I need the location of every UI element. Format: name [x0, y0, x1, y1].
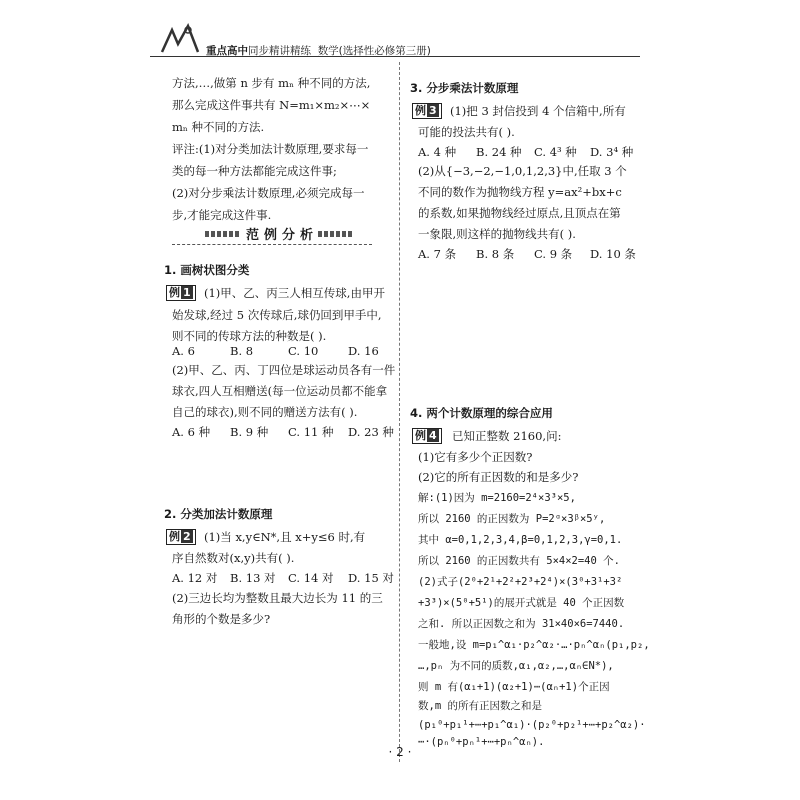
solution-line: 其中 α=0,1,2,3,4,β=0,1,2,3,γ=0,1.	[418, 534, 623, 546]
question-line: 始发球,经过 5 次传球后,球仍回到甲手中,	[172, 308, 382, 322]
option-d: D. 15 对	[348, 571, 394, 585]
question-line: (1)它有多少个正因数?	[418, 450, 533, 464]
intro-line: mₙ 种不同的方法.	[172, 120, 265, 134]
section-heading: 4. 两个计数原理的综合应用	[410, 406, 553, 420]
comment-line: (2)对分步乘法计数原理,必须完成每一	[172, 186, 365, 200]
solution-line: …,pₙ 为不同的质数,α₁,α₂,…,αₙ∈N*),	[418, 660, 614, 672]
option-b: B. 8	[230, 344, 254, 358]
banner-rule	[172, 244, 372, 245]
question-line: 可能的投法共有( ).	[418, 125, 515, 139]
question-line: (2)从{−3,−2,−1,0,1,2,3}中,任取 3 个	[418, 164, 627, 178]
solution-line: +3³)×(5⁰+5¹)的展开式就是 40 个正因数	[418, 597, 625, 609]
option-c: C. 10	[288, 344, 319, 358]
section-heading: 1. 画树状图分类	[164, 263, 250, 277]
question-line: 则不同的传球方法的种数是( ).	[172, 329, 327, 343]
question-line: (1)当 x,y∈N*,且 x+y≤6 时,有	[204, 530, 366, 544]
question-line: 序自然数对(x,y)共有( ).	[172, 551, 295, 565]
answer-options	[172, 344, 392, 358]
option-d: D. 10 条	[590, 247, 636, 261]
answer-options	[418, 246, 638, 260]
column-divider	[399, 62, 400, 762]
question-line: 不同的数作为抛物线方程 y=ax²+bx+c	[418, 185, 622, 199]
header-series-bold: 重点高中	[206, 45, 248, 57]
question-line: 的系数,如果抛物线经过原点,且顶点在第	[418, 206, 621, 220]
comment-line: 评注:(1)对分类加法计数原理,要求每一	[172, 142, 369, 156]
option-b: B. 24 种	[476, 145, 522, 159]
option-a: A. 7 条	[418, 247, 457, 261]
intro-line: 那么完成这件事共有 N=m₁×m₂×⋯×	[172, 98, 371, 112]
option-b: B. 13 对	[230, 571, 276, 585]
option-d: D. 23 种	[348, 425, 394, 439]
section-heading: 3. 分步乘法计数原理	[410, 81, 519, 95]
question-line: 已知正整数 2160,问:	[452, 429, 562, 443]
banner-decoration-right	[318, 231, 354, 237]
example-label-text: 例	[169, 286, 180, 299]
header-subject: 数学(选择性必修第三册)	[317, 45, 431, 57]
question-line: (1)把 3 封信投到 4 个信箱中,所有	[450, 104, 626, 118]
solution-line: (p₁⁰+p₁¹+⋯+p₁^α₁)·(p₂⁰+p₂¹+⋯+p₂^α₂)·	[418, 719, 646, 731]
section-heading: 2. 分类加法计数原理	[164, 507, 273, 521]
example-label	[166, 529, 196, 545]
option-d: D. 16	[348, 344, 379, 358]
option-a: A. 6 种	[172, 425, 211, 439]
solution-line: 所以 2160 的正因数共有 5×4×2=40 个.	[418, 555, 620, 567]
option-b: B. 8 条	[476, 247, 515, 261]
header-series: 同步精讲精练	[248, 45, 311, 57]
solution-line: 所以 2160 的正因数为 P=2ᵅ×3ᵝ×5ʸ,	[418, 513, 606, 525]
question-line: 一象限,则这样的抛物线共有( ).	[418, 227, 576, 241]
question-line: (1)甲、乙、丙三人相互传球,由甲开	[204, 286, 385, 300]
banner-decoration-left	[205, 231, 241, 237]
comment-line: 步,才能完成这件事.	[172, 208, 272, 222]
example-label	[412, 103, 442, 119]
answer-options	[418, 144, 638, 158]
example-number: 3	[429, 104, 437, 117]
option-c: C. 11 种	[288, 425, 334, 439]
header-rule	[150, 56, 640, 57]
solution-line: 之和. 所以正因数之和为 31×40×6=7440.	[418, 618, 625, 630]
option-a: A. 6	[172, 344, 195, 358]
option-a: A. 12 对	[172, 571, 218, 585]
example-label	[412, 428, 442, 444]
example-number: 4	[429, 429, 437, 442]
comment-line: 类的每一种方法都能完成这件事;	[172, 164, 337, 178]
banner-title: 范例分析	[246, 228, 319, 243]
example-label	[166, 285, 196, 301]
question-line: 角形的个数是多少?	[172, 612, 271, 626]
intro-line: 方法,…,做第 n 步有 mₙ 种不同的方法,	[172, 76, 371, 90]
question-line: 自己的球衣),则不同的赠送方法有( ).	[172, 405, 358, 419]
page-number: · 2 ·	[388, 745, 412, 759]
solution-line: 一般地,设 m=p₁^α₁·p₂^α₂·…·pₙ^αₙ(p₁,p₂,	[418, 639, 650, 651]
solution-line: 则 m 有(α₁+1)(α₂+1)⋯(αₙ+1)个正因	[418, 681, 610, 693]
question-line: (2)三边长均为整数且最大边长为 11 的三	[172, 591, 383, 605]
solution-line: ⋯·(pₙ⁰+pₙ¹+⋯+pₙ^αₙ).	[418, 736, 545, 748]
solution-line: 解:(1)因为 m=2160=2⁴×3³×5,	[418, 492, 576, 504]
question-line: (2)甲、乙、丙、丁四位是球运动员各有一件	[172, 363, 396, 377]
example-number: 2	[183, 530, 191, 543]
example-label-text: 例	[169, 530, 180, 543]
option-b: B. 9 种	[230, 425, 269, 439]
solution-line: 数,m 的所有正因数之和是	[418, 700, 542, 712]
option-a: A. 4 种	[418, 145, 457, 159]
question-line: (2)它的所有正因数的和是多少?	[418, 470, 579, 484]
option-c: C. 4³ 种	[534, 145, 577, 159]
example-label-text: 例	[415, 429, 426, 442]
example-label-text: 例	[415, 104, 426, 117]
option-c: C. 14 对	[288, 571, 334, 585]
example-number: 1	[183, 286, 191, 299]
option-d: D. 3⁴ 种	[590, 145, 634, 159]
question-line: 球衣,四人互相赠送(每一位运动员都不能拿	[172, 384, 388, 398]
answer-options	[172, 424, 392, 438]
answer-options	[172, 570, 392, 584]
option-c: C. 9 条	[534, 247, 573, 261]
logo-icon	[158, 22, 202, 58]
solution-line: (2)式子(2⁰+2¹+2²+2³+2⁴)×(3⁰+3¹+3²	[418, 576, 623, 588]
